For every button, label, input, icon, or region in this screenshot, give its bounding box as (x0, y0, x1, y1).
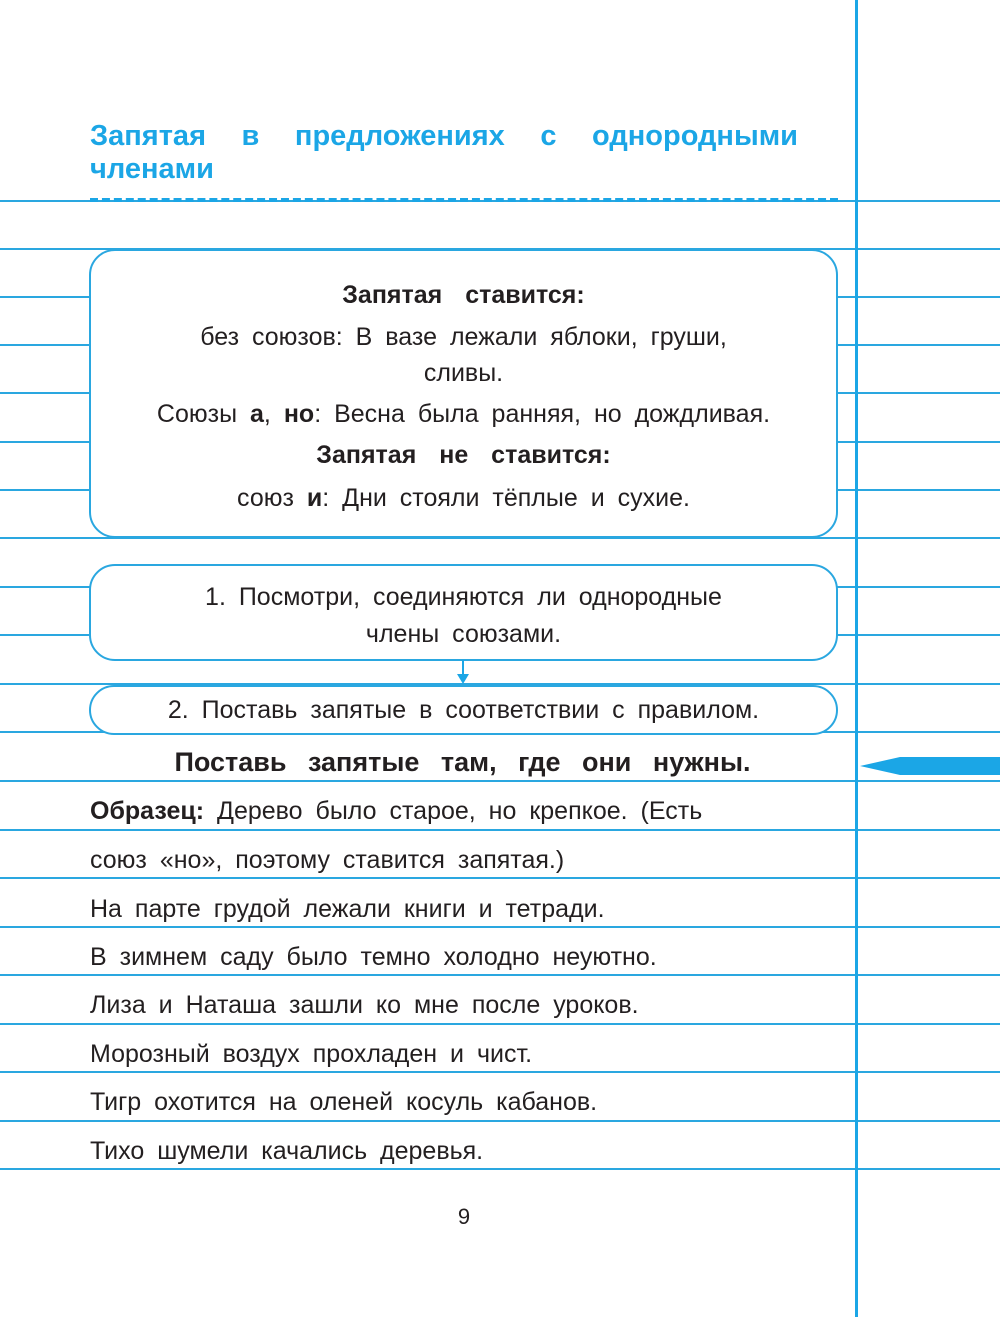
ruled-line (0, 1071, 1000, 1073)
exercise-sentence: Морозный воздух прохладен и чист. (90, 1040, 533, 1068)
rule-heading-put: Запятая ставится: (342, 281, 585, 309)
ruled-line (0, 829, 1000, 831)
pencil-marker-icon (860, 756, 1000, 776)
rule-line-3 (91, 400, 836, 429)
example-label: Образец: (90, 797, 205, 825)
step-2-box (89, 685, 838, 735)
example-line-2: союз «но», поэтому ставится запятая.) (90, 846, 565, 874)
rule-line-3-sep: , (263, 400, 284, 428)
exercise-sentence: Тихо шумели качались деревья. (90, 1137, 484, 1165)
rule-line-4-prefix: союз (237, 484, 307, 512)
step-1-box (89, 564, 838, 661)
ruled-line (0, 1120, 1000, 1122)
exercise-sentence: В зимнем саду было темно холодно неуютно. (90, 943, 657, 971)
rule-line-4 (91, 484, 836, 513)
rule-conj-no: но (283, 400, 315, 428)
page-number: 9 (457, 1204, 471, 1229)
rule-conj-i: и (306, 484, 323, 512)
margin-line (855, 0, 858, 1317)
example-line-1 (90, 797, 702, 826)
ruled-line (0, 780, 1000, 782)
step-1-line-2: члены союзами. (365, 620, 562, 648)
ruled-line (0, 877, 1000, 879)
rule-line-4-rest: : Дни стояли тёплые и сухие. (322, 484, 690, 512)
rule-conj-a: а (250, 400, 264, 428)
exercise-sentence: На парте грудой лежали книги и тетради. (90, 895, 605, 923)
rule-line-1: без союзов: В вазе лежали яблоки, груши, (200, 323, 727, 351)
task-instruction: Поставь запятые там, где они нужны. (174, 747, 751, 777)
ruled-line (0, 974, 1000, 976)
rule-line-3-rest: : Весна была ранняя, но дождливая. (314, 400, 771, 428)
rule-heading-not: Запятая не ставится: (316, 441, 611, 469)
ruled-line (0, 1168, 1000, 1170)
rule-line-2: сливы. (423, 359, 504, 387)
ruled-line (0, 1023, 1000, 1025)
example-text-1: Дерево было старое, но крепкое. (Есть (204, 797, 703, 825)
step-2-text: 2. Поставь запятые в соответствии с правилом. (167, 696, 760, 724)
title-underline (90, 198, 838, 202)
rule-line-3-prefix: Союзы (156, 400, 251, 428)
rule-box (89, 249, 838, 538)
page-title: Запятая в предложениях с однородными членами (90, 120, 798, 185)
step-1-line-1: 1. Посмотри, соединяются ли однородные (205, 583, 722, 611)
arrow-head-icon (457, 674, 469, 684)
exercise-sentence: Лиза и Наташа зашли ко мне после уроков. (90, 991, 639, 1019)
ruled-line (0, 926, 1000, 928)
exercise-sentence: Тигр охотится на оленей косуль кабанов. (90, 1088, 598, 1116)
